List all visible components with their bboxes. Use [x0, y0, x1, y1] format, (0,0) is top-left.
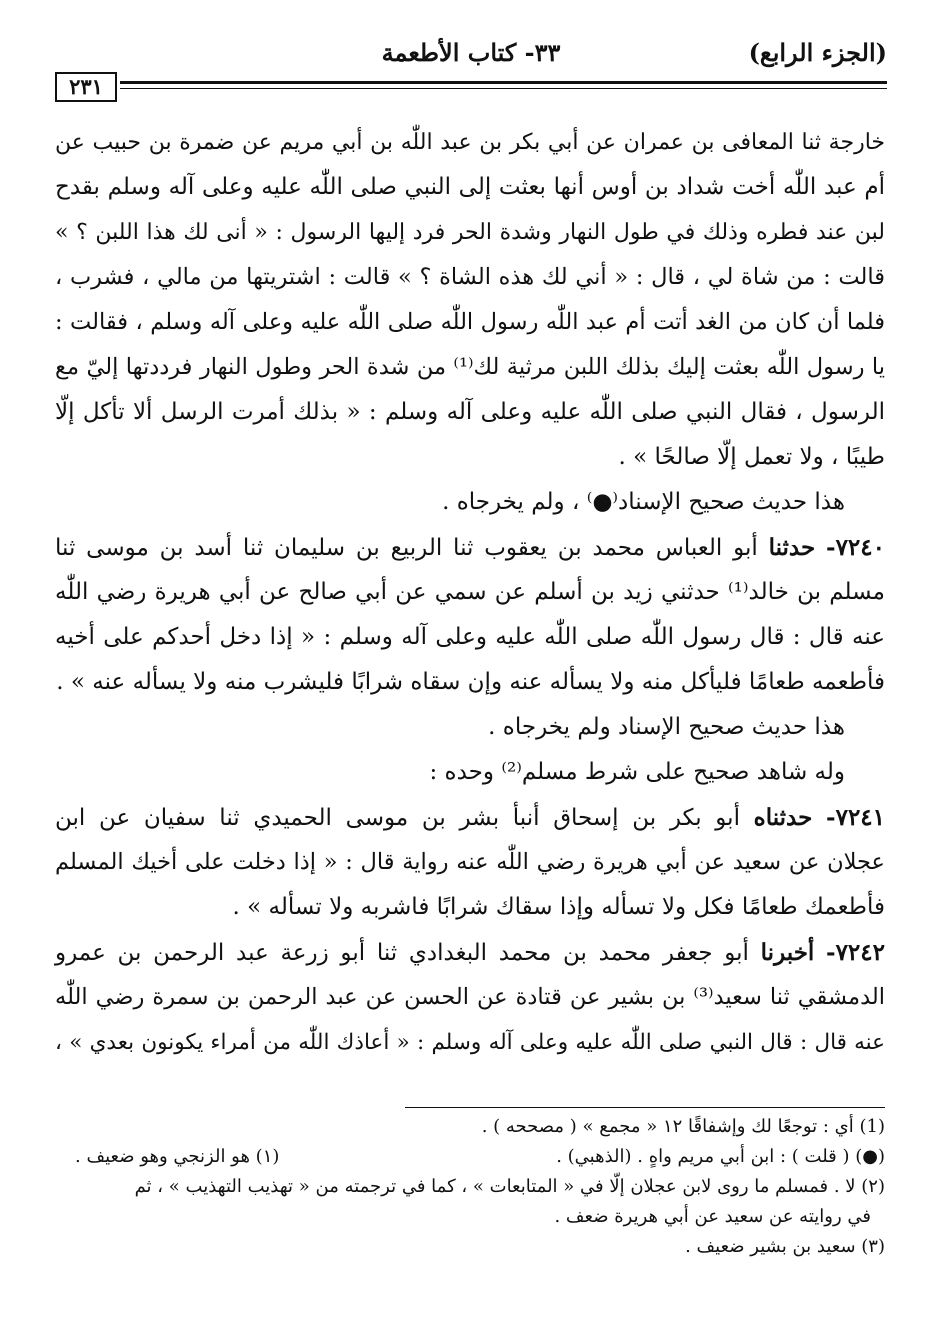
narration-keyword: حدثنا [768, 534, 816, 561]
hadith-number: ٧٢٤٠- [826, 534, 885, 561]
line-text: فأطعمه طعامًا فليأكل منه ولا يسأله عنه وإن سقاه شرابًا فليشرب منه ولا يسأله عنه » . [56, 669, 885, 695]
chapter-title: ٣٣- كتاب الأطعمة [381, 38, 561, 67]
page-header [55, 38, 887, 99]
text-line [55, 840, 885, 885]
line-text: أبو بكر بن إسحاق أنبأ بشر بن موسى الحميدي ثنا سفيان عن ابن [55, 805, 754, 831]
line-text: خارجة ثنا المعافى بن عمران عن أبي بكر بن عبد اللّٰه بن أبي مريم عن ضمرة بن حبيب عن [55, 130, 885, 155]
footnote [55, 1142, 885, 1172]
text-line [55, 120, 885, 165]
text-line [55, 345, 885, 390]
footnote [55, 1232, 885, 1262]
text-line [55, 930, 885, 975]
text-line [55, 885, 885, 930]
text-line [55, 570, 885, 615]
hadith-number: ٧٢٤٢- [826, 939, 885, 966]
line-text: فلما أن كان من الغد أتت أم عبد اللّٰه رسول اللّٰه صلى اللّٰه عليه وعلى آله وسلم ، فقالت : [55, 309, 885, 335]
text-line [55, 165, 885, 210]
text-line [55, 300, 885, 345]
text-line [55, 660, 885, 705]
footnote-separator [405, 1107, 885, 1108]
line-text: الرسول ، فقال النبي صلى اللّٰه عليه وعلى آله وسلم : « بذلك أمرت الرسل ألا تأكل إلّا [55, 399, 885, 425]
text-line [55, 255, 885, 300]
header-rule-thin [120, 88, 887, 89]
hadith-number: ٧٢٤١- [826, 804, 886, 831]
text-line [55, 525, 885, 570]
line-text: أبو العباس محمد بن يعقوب ثنا الربيع بن سليمان ثنا أسد بن موسى ثنا [55, 535, 769, 561]
page-number: ٢٣١ [55, 72, 117, 102]
footnotes [55, 1112, 885, 1262]
text-line [55, 210, 885, 255]
footnote-text: (1) أي : توجعًا لك وإشفاقًا ١٢ « مجمع » ( مصححه ) . [481, 1116, 885, 1137]
text-line [55, 1020, 885, 1065]
line-text: أم عبد اللّٰه أخت شداد بن أوس أنها بعثت إلى النبي صلى اللّٰه عليه وعلى آله وسلم بقدح [55, 174, 885, 200]
footnote-text: (٢) لا . فمسلم ما روى لابن عجلان إلّا في « المتابعات » ، كما في ترجمته من « تهذيب التهذيب » ، ثم [134, 1176, 885, 1197]
text-line [55, 480, 885, 525]
line-text: هذا حديث صحيح الإسناد⁽●⁾ ، ولم يخرجاه . [442, 489, 845, 515]
line-text: فأطعمك طعامًا فكل ولا تسأله وإذا سقاك شرابًا فاشربه ولا تسأله » . [232, 894, 885, 920]
line-text: عنه قال : قال النبي صلى اللّٰه عليه وعلى آله وسلم : « أعاذك اللّٰه من أمراء يكونون بعدي » ، [55, 1030, 885, 1055]
text-line [55, 615, 885, 660]
line-text: يا رسول اللّٰه بعثت إليك بذلك اللبن مرثية لك⁽¹⁾ من شدة الحر وطول النهار فرددتها إليّ مع [55, 354, 885, 380]
footnote-text: (٣) سعيد بن بشير ضعيف . [685, 1236, 885, 1257]
text-line [55, 390, 885, 435]
text-line [55, 435, 885, 480]
line-text: لبن عند فطره وذلك في طول النهار وشدة الحر فرد إليها الرسول : « أنى لك هذا اللبن ؟ » [55, 220, 885, 245]
footnote [55, 1172, 885, 1202]
line-text: وله شاهد صحيح على شرط مسلم⁽²⁾ وحده : [429, 759, 845, 785]
line-text: هذا حديث صحيح الإسناد ولم يخرجاه . [488, 714, 845, 740]
header-rule-thick [120, 81, 887, 84]
line-text: عنه قال : قال رسول اللّٰه صلى اللّٰه عليه وعلى آله وسلم : « إذا دخل أحدكم على أخيه [55, 624, 885, 650]
footnote-text: (١) هو الزنجي وهو ضعيف . [75, 1146, 280, 1167]
line-text: قالت : من شاة لي ، قال : « أني لك هذه الشاة ؟ » قالت : اشتريتها من مالي ، فشرب ، [55, 264, 885, 290]
line-text: طيبًا ، ولا تعمل إلّا صالحًا » . [618, 444, 885, 470]
line-text: عجلان عن سعيد عن أبي هريرة رضي اللّٰه عنه رواية قال : « إذا دخلت على أخيك المسلم [55, 849, 885, 875]
line-text: مسلم بن خالد⁽¹⁾ حدثني زيد بن أسلم عن سمي عن أبي صالح عن أبي هريرة رضي اللّٰه [55, 579, 885, 605]
footnote-text: (●) ( قلت ) : ابن أبي مريم واهٍ . (الذهبي) . [556, 1146, 885, 1167]
footnote [55, 1202, 885, 1232]
text-line [55, 705, 885, 750]
line-text: الدمشقي ثنا سعيد⁽³⁾ بن بشير عن قتادة عن الحسن عن عبد الرحمن بن سمرة رضي اللّٰه [55, 984, 885, 1010]
text-line [55, 795, 885, 840]
narration-keyword: حدثناه [753, 804, 813, 831]
main-text [55, 120, 885, 1065]
footnote-text: في روايته عن سعيد عن أبي هريرة ضعف . [554, 1206, 871, 1227]
text-line [55, 750, 885, 795]
text-line [55, 975, 885, 1020]
footnote [55, 1112, 885, 1142]
volume-title: (الجزء الرابع) [748, 38, 887, 67]
narration-keyword: أخبرنا [760, 939, 815, 966]
line-text: أبو جعفر محمد بن محمد البغدادي ثنا أبو زرعة عبد الرحمن بن عمرو [55, 940, 761, 966]
